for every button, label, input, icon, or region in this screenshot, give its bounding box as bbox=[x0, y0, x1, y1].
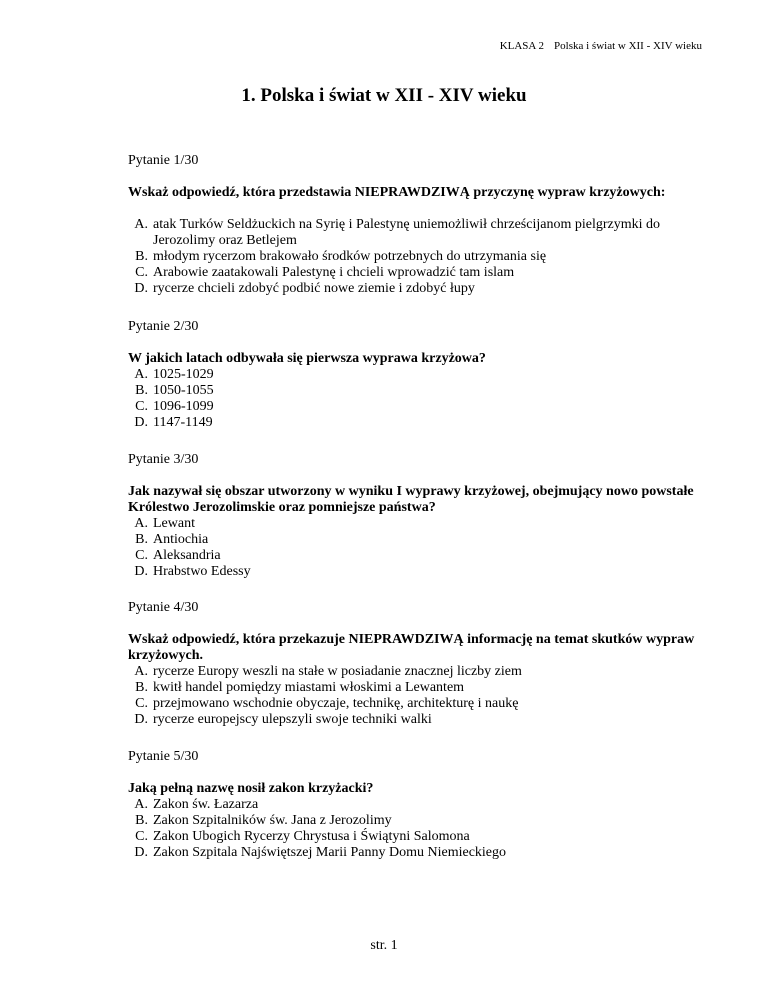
option-letter: B. bbox=[135, 383, 148, 398]
option-letter: B. bbox=[135, 680, 148, 695]
answer-option bbox=[128, 281, 708, 297]
header-topic: Polska i świat w XII - XIV wieku bbox=[554, 40, 702, 52]
answer-option bbox=[128, 564, 708, 580]
answer-list bbox=[128, 367, 708, 431]
option-text: Lewant bbox=[153, 516, 195, 531]
question-4 bbox=[128, 600, 708, 728]
answer-option bbox=[128, 829, 708, 845]
answer-option bbox=[128, 516, 708, 532]
option-letter: C. bbox=[135, 265, 148, 280]
option-text: Hrabstwo Edessy bbox=[153, 564, 251, 579]
option-letter: B. bbox=[135, 532, 148, 547]
option-text: atak Turków Seldżuckich na Syrię i Palestynę uniemożliwił chrześcijanom pielgrzymki do Jerozolimy oraz Betlejem bbox=[153, 217, 661, 248]
option-letter: D. bbox=[134, 845, 148, 860]
option-text: Zakon Szpitalników św. Jana z Jerozolimy bbox=[153, 813, 392, 828]
question-label: Pytanie 4/30 bbox=[128, 600, 199, 615]
answer-option bbox=[128, 845, 708, 861]
answer-option bbox=[128, 548, 708, 564]
option-text: rycerze chcieli zdobyć podbić nowe ziemie i zdobyć łupy bbox=[153, 281, 475, 296]
answer-option bbox=[128, 532, 708, 548]
question-text: Wskaż odpowiedź, która przekazuje NIEPRAWDZIWĄ informację na temat skutków wypraw krzyżowych. bbox=[128, 632, 695, 663]
option-text: 1147-1149 bbox=[153, 415, 213, 430]
option-letter: A. bbox=[134, 217, 148, 232]
option-letter: A. bbox=[134, 797, 148, 812]
option-text: przejmowano wschodnie obyczaje, technikę, architekturę i naukę bbox=[153, 696, 519, 711]
header-class-label: KLASA 2 bbox=[499, 40, 545, 52]
answer-option bbox=[128, 696, 708, 712]
answer-list bbox=[128, 516, 708, 580]
option-letter: C. bbox=[135, 696, 148, 711]
option-letter: A. bbox=[134, 664, 148, 679]
page-number: str. 1 bbox=[370, 938, 398, 953]
option-text: Antiochia bbox=[153, 532, 209, 547]
question-text: Jak nazywał się obszar utworzony w wyniku I wyprawy krzyżowej, obejmujący nowo powstałe Królestwo Jerozolimskie oraz pomniejsze państwa? bbox=[128, 484, 694, 515]
option-text: kwitł handel pomiędzy miastami włoskimi a Lewantem bbox=[153, 680, 465, 695]
option-letter: B. bbox=[135, 249, 148, 264]
question-label: Pytanie 5/30 bbox=[128, 749, 199, 764]
question-2 bbox=[128, 319, 708, 431]
option-text: Zakon Ubogich Rycerzy Chrystusa i Świątyni Salomona bbox=[153, 829, 470, 844]
option-letter: D. bbox=[134, 564, 148, 579]
answer-option bbox=[128, 367, 708, 383]
answer-option bbox=[128, 383, 708, 399]
answer-option bbox=[128, 813, 708, 829]
option-letter: C. bbox=[135, 548, 148, 563]
answer-list bbox=[128, 797, 708, 861]
answer-option bbox=[128, 712, 708, 728]
answer-option bbox=[128, 797, 708, 813]
question-text: Wskaż odpowiedź, która przedstawia NIEPRAWDZIWĄ przyczynę wypraw krzyżowych: bbox=[128, 185, 666, 200]
option-letter: A. bbox=[134, 367, 148, 382]
page-header bbox=[500, 40, 702, 52]
answer-option bbox=[128, 265, 708, 281]
option-letter: C. bbox=[135, 399, 148, 414]
option-text: 1025-1029 bbox=[153, 367, 214, 382]
answer-option bbox=[128, 249, 708, 265]
option-letter: B. bbox=[135, 813, 148, 828]
question-label: Pytanie 1/30 bbox=[128, 153, 199, 168]
option-text: rycerze Europy weszli na stałe w posiadanie znacznej liczby ziem bbox=[153, 664, 522, 679]
option-letter: C. bbox=[135, 829, 148, 844]
option-text: 1096-1099 bbox=[153, 399, 214, 414]
option-text: rycerze europejscy ulepszyli swoje techniki walki bbox=[153, 712, 432, 727]
option-letter: D. bbox=[134, 281, 148, 296]
question-3 bbox=[128, 452, 708, 580]
question-1 bbox=[128, 153, 708, 297]
option-text: Zakon św. Łazarza bbox=[153, 797, 259, 812]
answer-option bbox=[128, 415, 708, 431]
answer-option bbox=[128, 680, 708, 696]
option-letter: D. bbox=[134, 712, 148, 727]
answer-list bbox=[128, 217, 708, 297]
option-text: Arabowie zaatakowali Palestynę i chcieli wprowadzić tam islam bbox=[153, 265, 515, 280]
answer-option bbox=[128, 217, 708, 249]
option-text: młodym rycerzom brakowało środków potrzebnych do utrzymania się bbox=[153, 249, 547, 264]
question-text: W jakich latach odbywała się pierwsza wyprawa krzyżowa? bbox=[128, 351, 486, 366]
answer-option bbox=[128, 664, 708, 680]
question-label: Pytanie 3/30 bbox=[128, 452, 199, 467]
question-text: Jaką pełną nazwę nosił zakon krzyżacki? bbox=[128, 781, 374, 796]
option-text: 1050-1055 bbox=[153, 383, 214, 398]
option-text: Aleksandria bbox=[153, 548, 221, 563]
question-label: Pytanie 2/30 bbox=[128, 319, 199, 334]
page-title: 1. Polska i świat w XII - XIV wieku bbox=[241, 85, 527, 106]
option-letter: A. bbox=[134, 516, 148, 531]
option-text: Zakon Szpitala Najświętszej Marii Panny Domu Niemieckiego bbox=[153, 845, 507, 860]
answer-list bbox=[128, 664, 708, 728]
option-letter: D. bbox=[134, 415, 148, 430]
question-5 bbox=[128, 749, 708, 861]
answer-option bbox=[128, 399, 708, 415]
